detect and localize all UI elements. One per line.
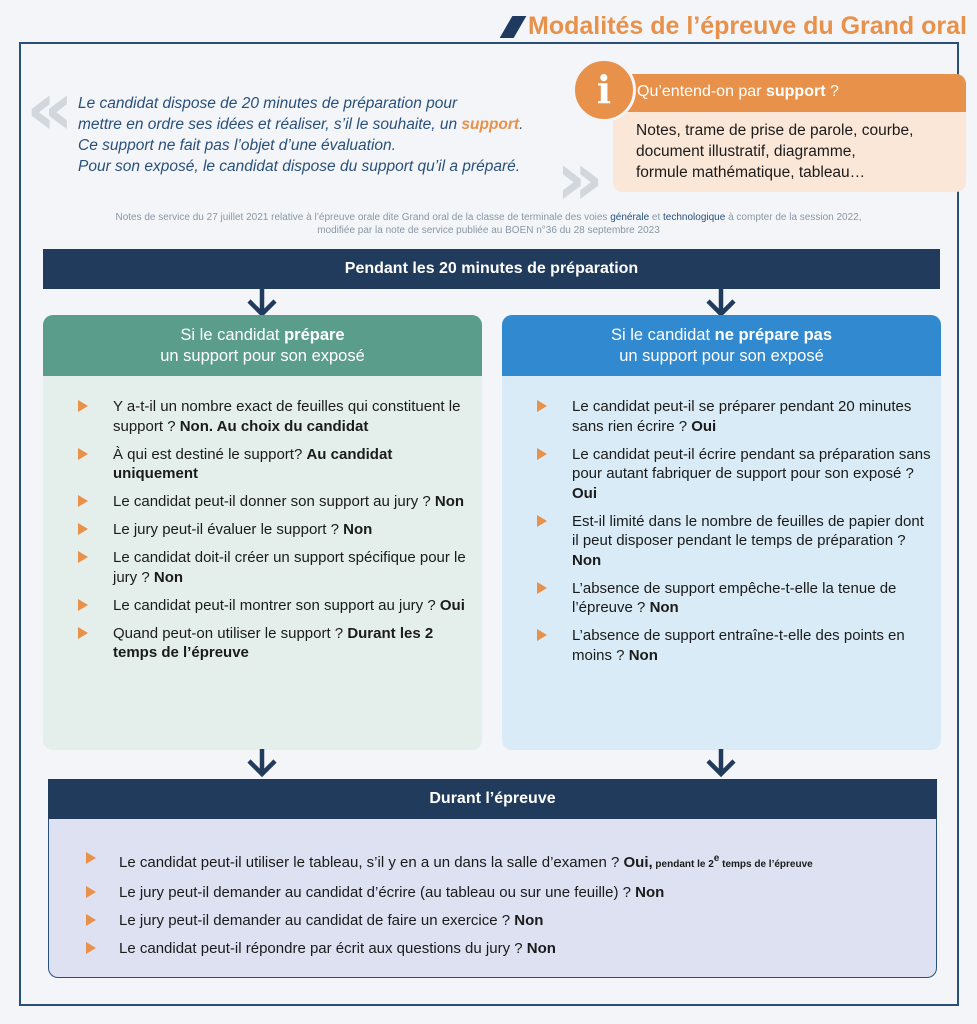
support-highlight: support: [461, 116, 520, 133]
list-item: Est-il limité dans le nombre de feuilles de papier dont il peut disposer pendant le temps de préparation ? Non: [537, 512, 932, 571]
list-item: Le candidat peut-il utiliser le tableau, s’il y en a un dans la salle d’examen ? Oui, pendant le 2e temps de l’épreuve: [86, 849, 931, 874]
bullet-triangle-icon: [537, 629, 547, 641]
bullet-triangle-icon: [537, 400, 547, 412]
list-item: Le candidat peut-il montrer son support au jury ? Oui: [78, 596, 473, 616]
list-item: Le candidat peut-il écrire pendant sa préparation sans pour autant fabriquer de support pour son exposé ? Oui: [537, 445, 932, 504]
bullet-triangle-icon: [78, 551, 88, 563]
slash-icon: [500, 16, 527, 38]
info-icon: i: [572, 58, 636, 122]
bullet-triangle-icon: [86, 886, 96, 898]
list-item: Le candidat peut-il se préparer pendant 20 minutes sans rien écrire ? Oui: [537, 397, 932, 436]
no-support-card: [502, 315, 941, 750]
list-item: Y a-t-il un nombre exact de feuilles qui constituent le support ? Non. Au choix du candidat: [78, 397, 473, 436]
bullet-triangle-icon: [537, 515, 547, 527]
preparation-banner: Pendant les 20 minutes de préparation: [43, 249, 940, 289]
title-block: [506, 12, 967, 41]
down-arrow-icon: [704, 747, 738, 777]
list-item: Le jury peut-il évaluer le support ? Non: [78, 520, 473, 540]
open-quote-icon: «: [26, 66, 74, 152]
bullet-triangle-icon: [537, 582, 547, 594]
intro-line: mettre en ordre ses idées et réaliser, s’il le souhaite, un support.: [78, 116, 524, 133]
list-item: Le candidat peut-il donner son support au jury ? Non: [78, 492, 473, 512]
list-item: L’absence de support entraîne-t-elle des points en moins ? Non: [537, 626, 932, 665]
source-note: Notes de service du 27 juillet 2021 relative à l’épreuve orale dite Grand oral de la classe de terminale des voies générale et technologique à compter de la session 2022, modifiée par la note de service publiée au BOEN n°36 du 28 septembre 2023: [115, 212, 862, 236]
bullet-triangle-icon: [78, 599, 88, 611]
card-header: Si le candidat ne prépare pas un support pour son exposé: [502, 315, 941, 376]
list-item: Le candidat doit-il créer un support spécifique pour le jury ? Non: [78, 548, 473, 587]
bullet-triangle-icon: [78, 448, 88, 460]
bullet-triangle-icon: [86, 852, 96, 864]
list-item: Le jury peut-il demander au candidat d’écrire (au tableau ou sur une feuille) ? Non: [86, 883, 931, 902]
bullet-triangle-icon: [86, 942, 96, 954]
qa-list: [78, 397, 473, 671]
bullet-triangle-icon: [78, 627, 88, 639]
page-title: Modalités de l’épreuve du Grand oral: [528, 12, 967, 40]
list-item: Quand peut-on utiliser le support ? Durant les 2 temps de l’épreuve: [78, 624, 473, 663]
qa-list: [86, 849, 931, 967]
intro-line: Ce support ne fait pas l’objet d’une évaluation.: [78, 137, 396, 154]
intro-line: Pour son exposé, le candidat dispose du support qu’il a préparé.: [78, 158, 521, 175]
down-arrow-icon: [704, 287, 738, 317]
during-exam-box: [48, 819, 937, 978]
down-arrow-icon: [245, 747, 279, 777]
list-item: Le candidat peut-il répondre par écrit aux questions du jury ? Non: [86, 939, 931, 958]
intro-quote: [78, 93, 578, 177]
down-arrow-icon: [245, 287, 279, 317]
bullet-triangle-icon: [78, 523, 88, 535]
qa-list: [537, 397, 932, 674]
bullet-triangle-icon: [78, 400, 88, 412]
info-text: Notes, trame de prise de parole, courbe, document illustratif, diagramme, formule mathématique, tableau…: [636, 122, 914, 181]
list-item: À qui est destiné le support? Au candidat uniquement: [78, 445, 473, 484]
info-header: [613, 74, 966, 112]
card-header: Si le candidat prépare un support pour son exposé: [43, 315, 482, 376]
list-item: L’absence de support empêche-t-elle la tenue de l’épreuve ? Non: [537, 579, 932, 618]
prepares-support-card: [43, 315, 482, 750]
during-banner: Durant l’épreuve: [48, 779, 937, 819]
bullet-triangle-icon: [78, 495, 88, 507]
list-item: Le jury peut-il demander au candidat de faire un exercice ? Non: [86, 911, 931, 930]
bullet-triangle-icon: [537, 448, 547, 460]
bullet-triangle-icon: [86, 914, 96, 926]
close-quote-icon: »: [556, 136, 604, 222]
info-title: Qu’entend-on par support ?: [637, 83, 839, 100]
intro-line: Le candidat dispose de 20 minutes de préparation pour: [78, 95, 458, 112]
